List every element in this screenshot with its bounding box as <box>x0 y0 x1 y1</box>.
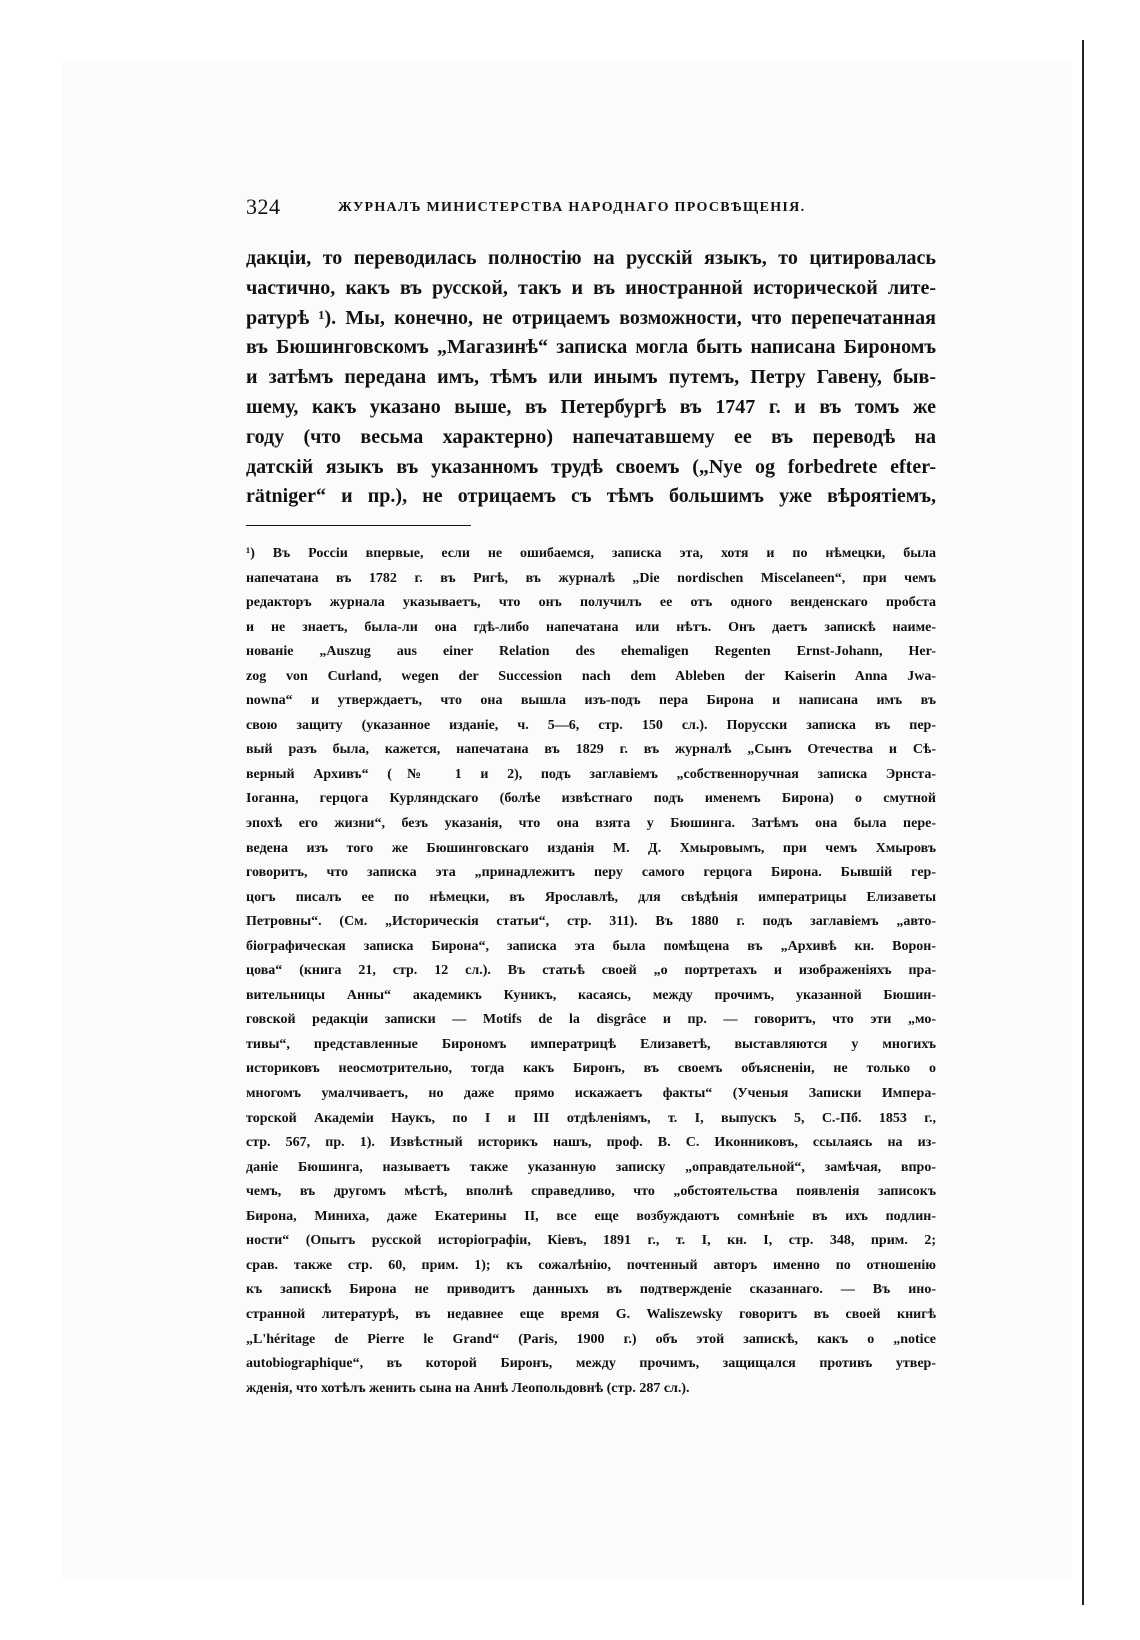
text-line: частично, какъ въ русской, такъ и въ иностранной исторической лите- <box>246 276 936 299</box>
running-title: ЖУРНАЛЪ МИНИСТЕРСТВА НАРОДНАГО ПРОСВѢЩЕНІЯ. <box>338 200 806 215</box>
text-line: году (что весьма характерно) напечатавшему ее въ переводѣ на <box>246 425 936 448</box>
footnote-line: говской редакціи записки — Motifs de la disgrâce и пр. — говоритъ, что эти „мо- <box>246 1012 936 1028</box>
footnote-line: „L'héritage de Pierre le Grand“ (Paris, 1900 г.) объ этой запискѣ, какъ о „notice <box>246 1331 936 1347</box>
page-number: 324 <box>246 194 281 219</box>
footnote-line: даніе Бюшинга, называетъ также указанную записку „оправдательной“, замѣчая, впро- <box>246 1159 936 1175</box>
footnote-line: ¹) Въ Россіи впервые, если не ошибаемся, записка эта, хотя и по нѣмецки, была <box>246 546 936 561</box>
footnote-line: торской Академіи Наукъ, по I и III отдѣленіямъ, т. I, выпускъ 5, С.-Пб. 1853 г., <box>246 1110 936 1126</box>
running-header <box>246 194 936 220</box>
footnote-line: Петровны“. (См. „Историческія статьи“, стр. 311). Въ 1880 г. подъ заглавіемъ „авто- <box>246 914 936 930</box>
footnote-line: вый разъ была, кажется, напечатана въ 1829 г. въ журналѣ „Сынъ Отечества и Сѣ- <box>246 742 936 758</box>
text-line: ратурѣ ¹). Мы, конечно, не отрицаемъ возможности, что перепечатанная <box>246 306 936 329</box>
footnote-line: многомъ умалчиваетъ, но даже прямо искажаетъ факты“ (Ученыя Записки Импера- <box>246 1086 936 1102</box>
footnote-line: жденія, что хотѣлъ женить сына на Аннѣ Леопольдовнѣ (стр. 287 сл.). <box>246 1380 690 1396</box>
footnote-line: тивы“, представленные Бирономъ императрицѣ Елизаветѣ, выставляются у многихъ <box>246 1036 936 1052</box>
footnote <box>246 542 936 1401</box>
footnote-line: говоритъ, что записка эта „принадлежитъ перу самого герцога Бирона. Бывшій гер- <box>246 865 936 881</box>
text-line: въ Бюшинговскомъ „Магазинѣ“ записка могла быть написана Бирономъ <box>246 336 936 359</box>
footnote-line: напечатана въ 1782 г. въ Ригѣ, въ журналѣ „Die nordischen Miscelaneen“, при чемъ <box>246 570 936 586</box>
text-line: дакціи, то переводилась полностію на русскій языкъ, то цитировалась <box>246 247 936 269</box>
footnote-line: ведена изъ того же Бюшинговскаго изданія М. Д. Хмыровымъ, при чемъ Хмыровъ <box>246 840 936 856</box>
footnote-line: цогъ писалъ ее по нѣмецки, въ Ярославлѣ, для свѣдѣнія императрицы Елизаветы <box>246 889 936 905</box>
footnote-separator <box>246 525 471 526</box>
footnote-line: вительницы Анны“ академикъ Куникъ, касаясь, между прочимъ, указанной Бюшин- <box>246 987 936 1003</box>
footnote-line: цова“ (книга 21, стр. 12 сл.). Въ статьѣ своей „о портретахъ и изображеніяхъ пра- <box>246 963 936 979</box>
footnote-line: nowna“ и утверждаетъ, что она вышла изъ-подъ пера Бирона и написана имъ въ <box>246 693 936 709</box>
text-line: rätniger“ и пр.), не отрицаемъ съ тѣмъ большимъ уже вѣроятіемъ, <box>246 485 936 508</box>
footnote-line: zog von Curland, wegen der Succession nach dem Ableben der Kaiserin Anna Jwa- <box>246 668 936 684</box>
text-line: датскій языкъ въ указанномъ трудѣ своемъ („Nye og forbedrete efter- <box>246 455 936 478</box>
footnote-line: свою защиту (указанное изданіе, ч. 5—6, стр. 150 сл.). Порусски записка въ пер- <box>246 717 936 733</box>
footnote-line: нованіе „Auszug aus einer Relation des ehemaligen Regenten Ernst-Johann, Her- <box>246 644 936 660</box>
footnote-line: чемъ, въ другомъ мѣстѣ, вполнѣ справедливо, что „обстоятельства появленія записокъ <box>246 1184 936 1200</box>
scan-edge-rule <box>1082 40 1084 1605</box>
footnote-line: стр. 567, пр. 1). Извѣстный историкъ нашъ, проф. В. С. Иконниковъ, ссылаясь на из- <box>246 1135 936 1151</box>
footnote-line: autobiographique“, въ которой Биронъ, между прочимъ, защищался противъ утвер- <box>246 1356 936 1372</box>
footnote-line: Бирона, Миниха, даже Екатерины II, все еще возбуждаютъ сомнѣніе въ ихъ подлин- <box>246 1208 936 1224</box>
footnote-line: къ запискѣ Бирона не приводитъ данныхъ въ подтвержденіе сказаннаго. — Въ ино- <box>246 1282 936 1298</box>
footnote-line: срав. также стр. 60, прим. 1); къ сожалѣнію, почтенный авторъ именно по отношенію <box>246 1257 936 1273</box>
text-line: шему, какъ указано выше, въ Петербургѣ въ 1747 г. и въ томъ же <box>246 395 936 418</box>
text-line: и затѣмъ передана имъ, тѣмъ или инымъ путемъ, Петру Гавену, быв- <box>246 366 936 389</box>
footnote-line: Іоганна, герцога Курляндскаго (болѣе извѣстнаго подъ именемъ Бирона) о смутной <box>246 791 936 807</box>
footnote-line: историковъ неосмотрительно, тогда какъ Биронъ, въ своемъ объясненіи, не только о <box>246 1061 936 1077</box>
footnote-line: ности“ (Опытъ русской исторіографіи, Кіевъ, 1891 г., т. I, кн. I, стр. 348, прим. 2; <box>246 1233 936 1249</box>
footnote-line: эпохѣ его жизни“, безъ указанія, что она взята у Бюшинга. Затѣмъ она была пере- <box>246 816 936 832</box>
footnote-line: странной литературѣ, въ недавнее еще время G. Waliszewsky говоритъ въ своей книгѣ <box>246 1306 936 1322</box>
footnote-line: верный Архивъ“ (№ 1 и 2), подъ заглавіемъ „собственноручная записка Эрнста- <box>246 766 936 782</box>
footnote-line: біографическая записка Бирона“, записка эта была помѣщена въ „Архивѣ кн. Ворон- <box>246 938 936 954</box>
main-text <box>246 244 936 512</box>
footnote-line: и не знаетъ, была-ли она гдѣ-либо напечатана или нѣтъ. Онъ даетъ запискѣ наиме- <box>246 619 936 635</box>
footnote-line: редакторъ журнала указываетъ, что онъ получилъ ее отъ одного венденскаго пробста <box>246 595 936 611</box>
